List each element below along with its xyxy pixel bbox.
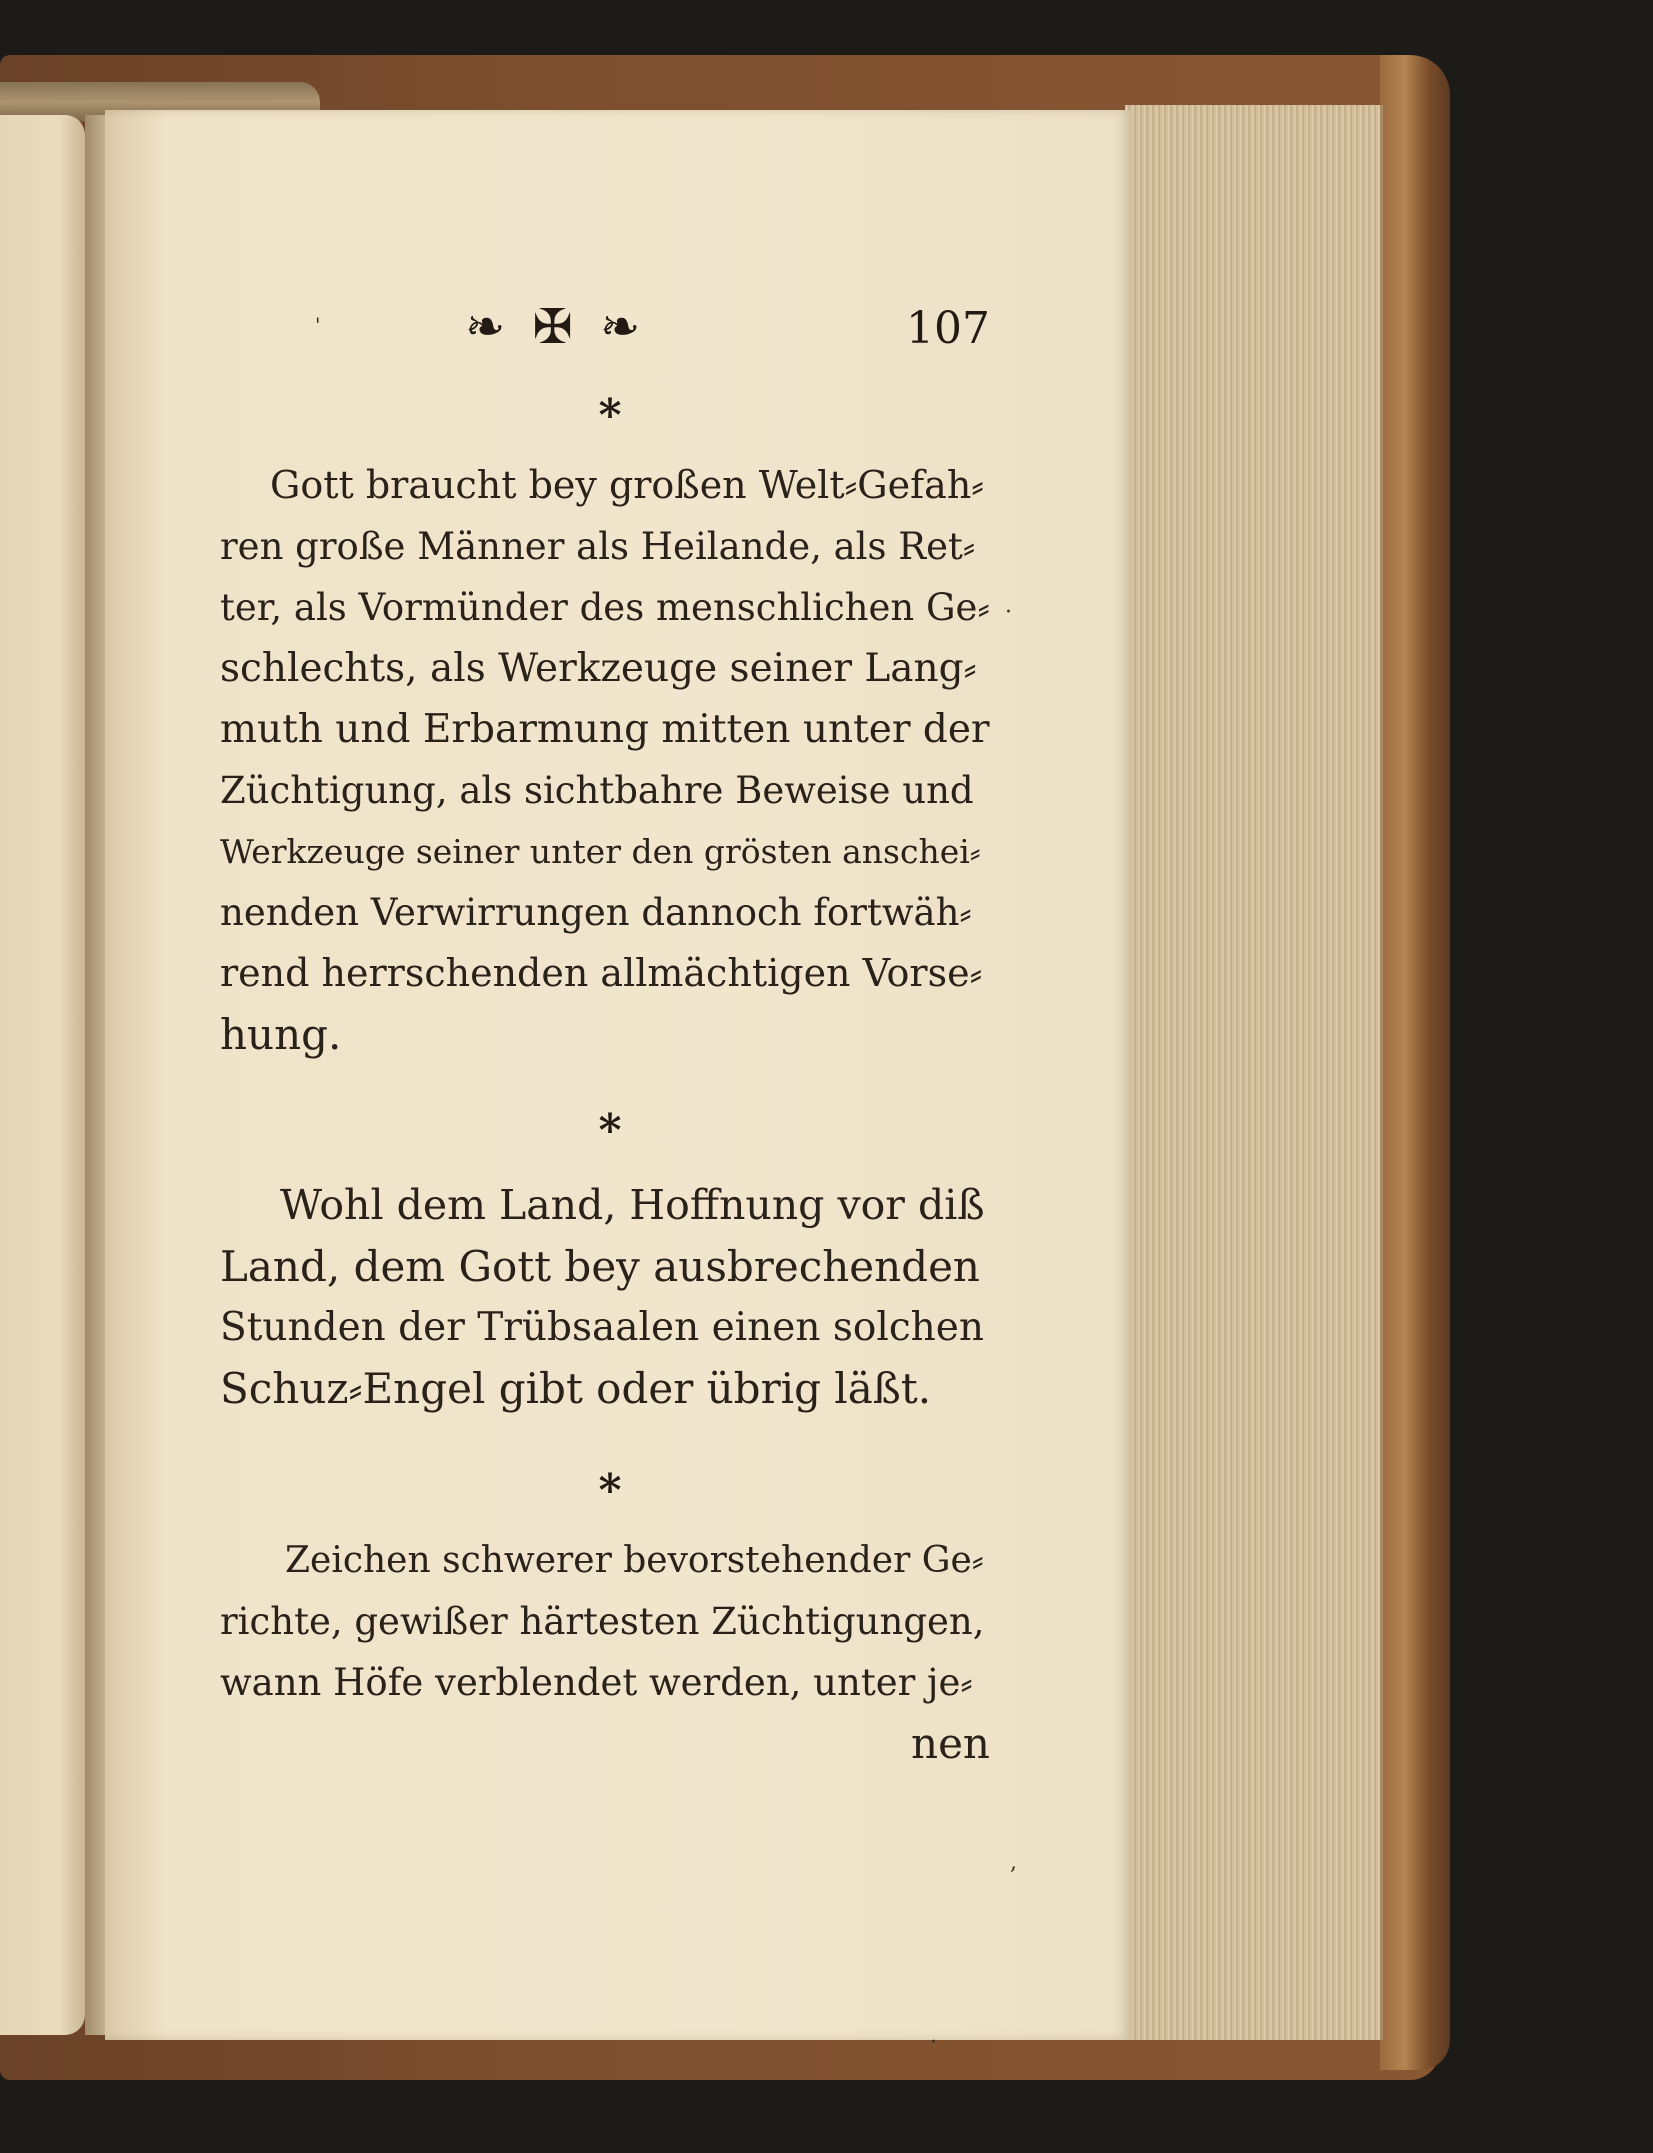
running-head: [220, 295, 990, 355]
text-line: rend herrschenden allmächtigen Vorse⸗: [220, 951, 983, 995]
separator-asterisk: *: [598, 1465, 622, 1516]
text-line: schlechts, als Werkzeuge seiner Lang⸗: [220, 646, 977, 691]
page-block-edges: [1125, 105, 1383, 2040]
text-line: Land, dem Gott bey ausbrechenden: [220, 1242, 980, 1291]
left-page-edge: [0, 115, 85, 2035]
text-line: Gott braucht bey großen Welt⸗Gefah⸗: [270, 463, 984, 507]
paper-speck: ·: [930, 2030, 937, 2055]
text-line: muth und Erbarmung mitten unter der: [220, 707, 990, 752]
paper-speck: ,: [1010, 1850, 1017, 1875]
page-number: 107: [906, 303, 990, 354]
separator-asterisk: *: [598, 390, 622, 441]
text-line: nenden Verwirrungen dannoch fortwäh⸗: [220, 891, 972, 934]
text-line: richte, gewißer härtesten Züchtigungen,: [220, 1600, 985, 1643]
catchword: nen: [911, 1719, 990, 1768]
text-line: Züchtigung, als sichtbahre Beweise und: [220, 769, 974, 812]
printer-mark: ': [315, 313, 321, 337]
text-line: ter, als Vormünder des menschlichen Ge⸗: [220, 586, 990, 629]
paragraph-1: [220, 455, 990, 1065]
text-line: ren große Männer als Heilande, als Ret⸗: [220, 525, 976, 568]
text-line: hung.: [220, 1010, 342, 1059]
cover-edge: [1380, 55, 1450, 2070]
ornament: ❧ ✠ ❧: [465, 299, 647, 355]
text-line: Werkzeuge seiner unter den grösten anschei⸗: [220, 832, 981, 871]
paragraph-3: [220, 1530, 990, 1774]
separator-asterisk: *: [598, 1105, 622, 1156]
paper-speck: ·: [1005, 600, 1012, 625]
text-line: Stunden der Trübsaalen einen solchen: [220, 1305, 984, 1350]
text-line: Schuz⸗Engel gibt oder übrig läßt.: [220, 1364, 932, 1413]
text-line: wann Höfe verblendet werden, unter je⸗: [220, 1661, 973, 1704]
text-line: Zeichen schwerer bevorstehender Ge⸗: [285, 1540, 984, 1581]
paragraph-2: [220, 1175, 990, 1419]
text-line: Wohl dem Land, Hoffnung vor diß: [280, 1181, 985, 1229]
